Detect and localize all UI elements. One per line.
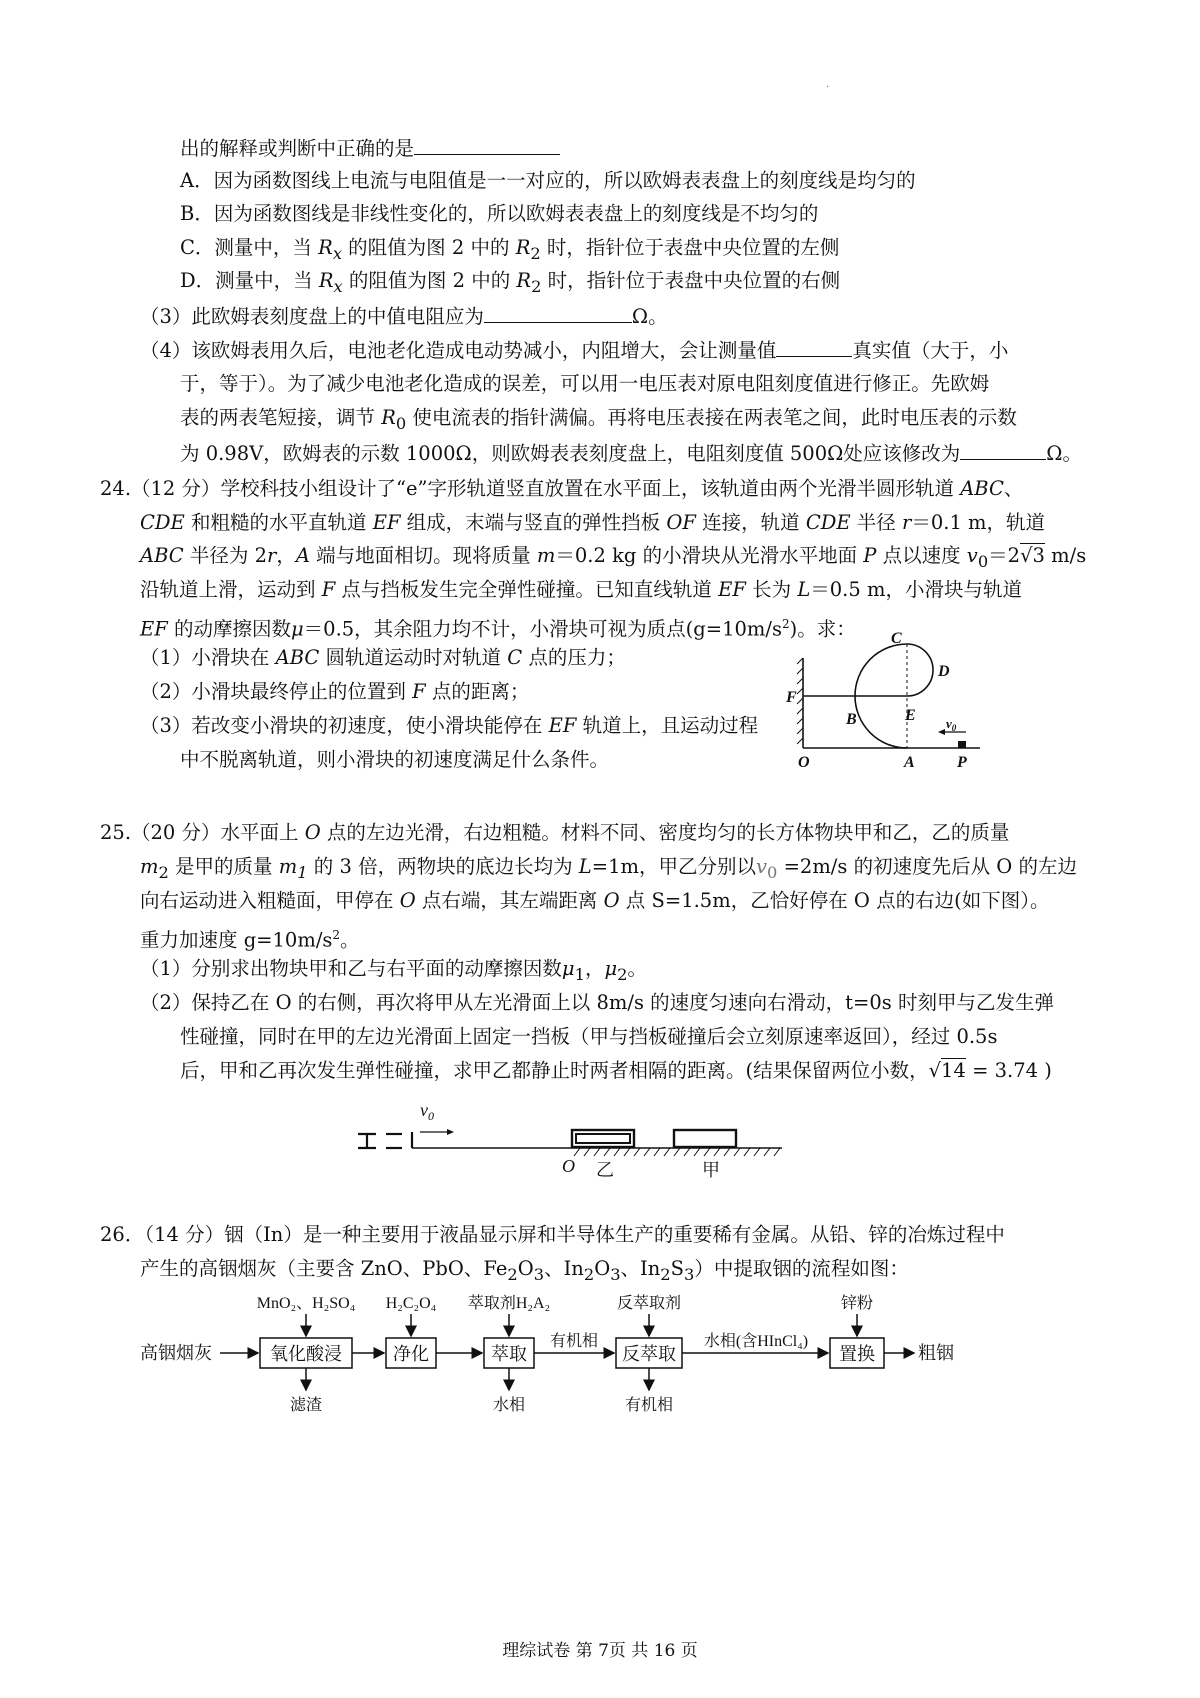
label-O: O xyxy=(562,1156,575,1176)
track-diagram xyxy=(780,628,1040,788)
q23-option-a: A．因为函数图线上电流与电阻值是一一对应的，所以欧姆表表盘上的刻度线是均匀的 xyxy=(180,169,916,192)
q24-sub2: （2）小滑块最终停止的位置到 F 点的距离； xyxy=(140,680,530,703)
q23-option-d: D．测量中，当 $R_x$ 的阻值为图 2 中的 $R_2$ 时，指针位于表盘中央位置的右侧 xyxy=(180,269,841,296)
flow-input4: 反萃取剂 xyxy=(616,1295,682,1312)
answer-blank[interactable] xyxy=(414,132,560,155)
flow-output4: 有机相 xyxy=(624,1397,674,1414)
flow-input2: H₂C₂O₄ xyxy=(385,1295,437,1312)
q23-part-4-line4: 为 0.98V，欧姆表的示数 1000Ω，则欧姆表表刻度盘上，电阻刻度值 500Ω处应该修改为 Ω。 xyxy=(180,437,1082,469)
q24-line4: 沿轨道上滑，运动到 F 点与挡板发生完全弹性碰撞。已知直线轨道 EF 长为 L＝0.5 m，小滑块与轨道 xyxy=(140,578,1022,601)
label-yi: 乙 xyxy=(596,1160,614,1180)
flowchart xyxy=(140,1288,1020,1428)
flow-box4-label: 反萃取 xyxy=(622,1344,676,1364)
flow-box2-label: 净化 xyxy=(393,1344,429,1364)
q25-line4: 重力加速度 $g=10m/s^2$。 xyxy=(140,928,360,952)
q23-part-4-line1: （4）该欧姆表用久后，电池老化造成电动势减小，内阻增大，会让测量值 真实值（大于，小 xyxy=(140,334,1008,366)
q26-line1: 26．（14 分）铟（In）是一种主要用于液晶显示屏和半导体生产的重要稀有金属。从铅、锌的冶炼过程中 xyxy=(100,1223,1005,1246)
label-P: P xyxy=(957,754,967,771)
flow-mid-aqueous: 水相(含HInCl₄) xyxy=(703,1333,809,1350)
q24-line1: 24.（12 分）学校科技小组设计了“e”字形轨道竖直放置在水平面上，该轨道由两个光滑半圆形轨道 ABC、 xyxy=(100,477,1024,500)
answer-blank[interactable] xyxy=(484,300,632,323)
answer-blank[interactable] xyxy=(776,334,852,357)
page-footer: 理综试卷 第 7页 共 16 页 xyxy=(502,1641,698,1661)
slider-block xyxy=(958,741,966,748)
label-D: D xyxy=(938,663,950,680)
q24-sub1: （1）小滑块在 ABC 圆轨道运动时对轨道 C 点的压力； xyxy=(140,646,626,669)
label-O: O xyxy=(798,754,810,771)
block-yi xyxy=(572,1130,634,1147)
q25-sub1: （1）分别求出物块甲和乙与右平面的动摩擦因数$\mu_1$，$\mu_2$。 xyxy=(140,957,648,984)
flow-mid-organic: 有机相 xyxy=(549,1333,599,1350)
q24-line2: CDE 和粗糙的水平直轨道 EF 组成，末端与竖直的弹性挡板 OF 连接，轨道 CDE 半径 r＝0.1 m，轨道 xyxy=(140,511,1046,534)
flow-input1: MnO₂、H₂SO₄ xyxy=(256,1295,356,1312)
blocks-diagram xyxy=(350,1096,790,1180)
flow-output3: 水相 xyxy=(492,1397,526,1414)
q26-line2: 产生的高铟烟灰（主要含 ZnO、PbO、$Fe_2O_3$、$In_2O_3$、$In_2S_3$）中提取铟的流程如图： xyxy=(140,1257,909,1284)
label-B: B xyxy=(846,711,857,728)
q23-option-c: C．测量中，当 $R_x$ 的阻值为图 2 中的 $R_2$ 时，指针位于表盘中央位置的左侧 xyxy=(180,236,840,263)
rough-hatch xyxy=(574,1148,780,1156)
flow-start: 高铟烟灰 xyxy=(140,1343,212,1363)
q25-sub2-line1: （2）保持乙在 O 的右侧，再次将甲从左光滑面上以 8m/s 的速度匀速向右滑动，t=0s 时刻甲与乙发生弹 xyxy=(140,991,1054,1014)
label-F: F xyxy=(786,689,797,706)
q25-sub2-line3: 后，甲和乙再次发生弹性碰撞，求甲乙都静止时两者相隔的距离。(结果保留两位小数，√14 = 3.74 ) xyxy=(180,1059,1052,1082)
speck: · xyxy=(826,82,830,93)
flow-output1: 滤渣 xyxy=(289,1397,323,1414)
label-A: A xyxy=(904,754,915,771)
q25-line3: 向右运动进入粗糙面，甲停在 O 点右端，其左端距离 O 点 S=1.5m，乙恰好停在 O 点的右边(如下图）。 xyxy=(140,889,1050,912)
flow-box1-label: 氧化酸浸 xyxy=(270,1344,342,1364)
block-jia xyxy=(674,1130,736,1147)
q24-sub3: （3）若改变小滑块的初速度，使小滑块能停在 EF 轨道上，且运动过程 xyxy=(140,714,759,737)
label-C: C xyxy=(891,630,902,647)
q23-stem-tail: 出的解释或判断中正确的是 xyxy=(180,132,560,164)
flow-input5: 锌粉 xyxy=(840,1295,874,1312)
q24-line3: ABC 半径为 2r，A 端与地面相切。现将质量 m＝0.2 kg 的小滑块从光滑水平地面 P 点以速度 $v_0=2√3$ m/s xyxy=(140,544,1087,571)
flow-input3: 萃取剂H₂A₂ xyxy=(467,1295,551,1312)
q23-part-4-line2: 于，等于）。为了减少电池老化造成的误差，可以用一电压表对原电阻刻度值进行修正。先欧姆 xyxy=(180,372,990,395)
q25-line1: 25.（20 分）水平面上 O 点的左边光滑，右边粗糙。材料不同、密度均匀的长方体物块甲和乙，乙的质量 xyxy=(100,821,1010,844)
label-v0: $v_0$ xyxy=(420,1100,434,1123)
label-jia: 甲 xyxy=(702,1160,720,1180)
flow-box3-label: 萃取 xyxy=(491,1344,527,1364)
q23-part-4-line3: 表的两表笔短接，调节 $R_0$ 使电流表的指针满偏。再将电压表接在两表笔之间，此时电压表的示数 xyxy=(180,406,1017,433)
label-E: E xyxy=(905,707,916,724)
flow-end: 粗铟 xyxy=(918,1343,954,1363)
answer-blank[interactable] xyxy=(960,437,1046,460)
q23-part-3: （3）此欧姆表刻度盘上的中值电阻应为 Ω。 xyxy=(140,300,668,332)
q25-sub2-line2: 性碰撞，同时在甲的左边光滑面上固定一挡板（甲与挡板碰撞后会立刻原速率返回），经过 0.5s xyxy=(180,1025,998,1048)
label-v0: $v_0$ xyxy=(946,716,957,733)
q24-line5: EF 的动摩擦因数μ＝0.5，其余阻力均不计，小滑块可视为质点$(g=10m/s^2)$。求： xyxy=(140,617,856,641)
q23-option-b: B．因为函数图线是非线性变化的，所以欧姆表表盘上的刻度线是不均匀的 xyxy=(180,202,819,225)
q25-line2: $m_2$ 是甲的质量 $m_1$ 的 3 倍，两物块的底边长均为 L=1m，甲乙分别以$v_0 =2m/s$ 的初速度先后从 O 的左边 xyxy=(140,855,1077,882)
q24-sub3-line2: 中不脱离轨道，则小滑块的初速度满足什么条件。 xyxy=(180,748,610,771)
flow-box5-label: 置换 xyxy=(839,1344,875,1364)
